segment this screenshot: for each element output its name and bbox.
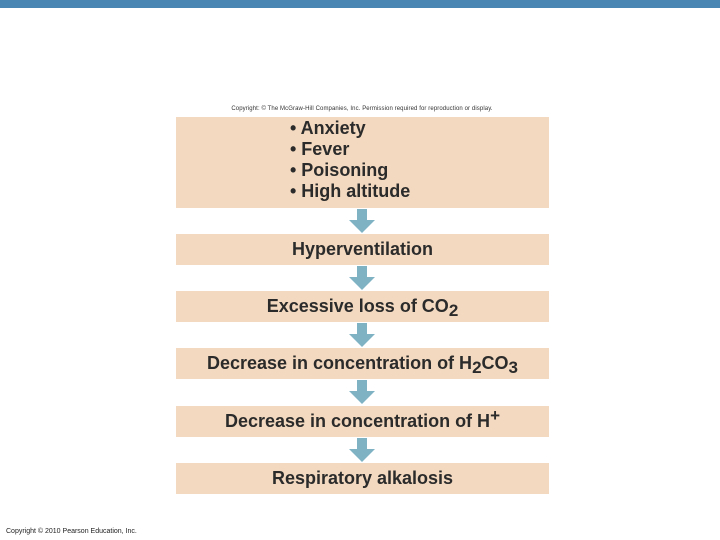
down-arrow-icon — [349, 380, 375, 404]
mcgraw-hill-copyright: Copyright: © The McGraw-Hill Companies, Inc. Permission required for reproduction or display. — [231, 106, 493, 112]
down-arrow-icon — [349, 323, 375, 347]
co3-subscript: 3 — [508, 357, 518, 377]
step-hyperventilation — [176, 234, 549, 265]
step-h2co3-label: Decrease in concentration of H — [206, 353, 473, 373]
step-respiratory-alkalosis-label: Respiratory alkalosis — [271, 468, 454, 488]
co2-subscript: 2 — [448, 300, 459, 320]
cause-anxiety: • Anxiety — [290, 118, 366, 138]
causes-box — [176, 117, 549, 208]
causes-list — [290, 118, 410, 202]
cause-poisoning: • Poisoning — [290, 160, 389, 180]
down-arrow-icon — [349, 438, 375, 462]
pearson-copyright: Copyright © 2010 Pearson Education, Inc. — [6, 528, 137, 535]
step-co2-loss-label: Excessive loss of CO — [266, 296, 449, 316]
step-respiratory-alkalosis — [176, 463, 549, 494]
down-arrow-icon — [349, 266, 375, 290]
step-h2co3-decrease — [176, 348, 549, 379]
h2-subscript: 2 — [472, 357, 482, 377]
top-accent-bar — [0, 0, 720, 8]
cause-fever: • Fever — [290, 139, 350, 159]
down-arrow-icon — [349, 209, 375, 233]
step-hplus-label: Decrease in concentration of H — [224, 411, 491, 431]
co-text: CO — [481, 353, 509, 373]
step-hyperventilation-label: Hyperventilation — [291, 239, 434, 259]
step-hplus-decrease — [176, 406, 549, 437]
step-co2-loss — [176, 291, 549, 322]
cause-high-altitude: • High altitude — [290, 181, 411, 201]
hplus-superscript: + — [490, 405, 500, 425]
